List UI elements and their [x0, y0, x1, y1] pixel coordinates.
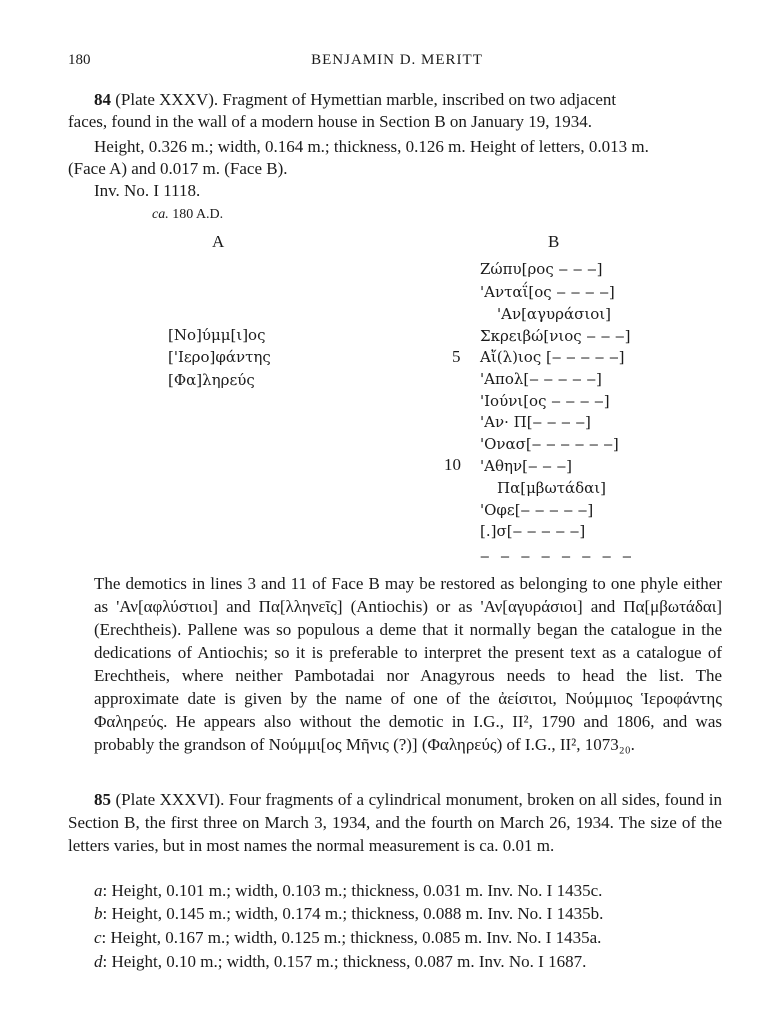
- measurement-a-letter: a: [94, 881, 103, 900]
- face-a-line-2: ['Ιερο]φάντης: [168, 348, 271, 366]
- measurement-b: [94, 904, 603, 924]
- face-b-line-13: [.]σ[‒ ‒ ‒ ‒ ‒]: [480, 522, 586, 540]
- entry-84-intro-2: faces, found in the wall of a modern house in Section Β on January 19, 1934.: [68, 112, 593, 131]
- entry-84-dimensions-1: Height, 0.326 m.; width, 0.164 m.; thickness, 0.126 m. Height of letters, 0.013 m.: [94, 137, 649, 156]
- entry-85-body: [68, 788, 722, 857]
- face-a-label: A: [212, 232, 225, 251]
- entry-84-number: 84: [94, 90, 111, 109]
- measurement-c-text: : Height, 0.167 m.; width, 0.125 m.; thickness, 0.085 m. Inv. No. I 1435a.: [101, 928, 602, 947]
- face-b-line-4: Σκρειβώ[νιος ‒ ‒ ‒]: [480, 327, 631, 345]
- entry-85-paragraph: [68, 788, 722, 857]
- face-b-line-7: 'Ιούνι[ος ‒ ‒ ‒ ‒]: [480, 392, 610, 410]
- face-b-line-5: Αἴ(λ)ιος [‒ ‒ ‒ ‒ ‒]: [480, 348, 625, 366]
- face-b-line-6: 'Απολ[‒ ‒ ‒ ‒ ‒]: [480, 370, 602, 388]
- face-b-label: B: [548, 232, 560, 251]
- face-a-line-1: [Νο]ύμμ[ι]ος: [168, 326, 266, 344]
- entry-84-intro: [94, 90, 616, 110]
- date-value: 180 A.D.: [168, 207, 224, 222]
- face-b-line-1: Ζώπυ[ρος ‒ ‒ ‒]: [480, 260, 603, 278]
- face-b-line-3: 'Αν[αγυράσιοι]: [497, 305, 611, 323]
- date-ca: ca.: [152, 207, 169, 222]
- face-b-lacuna: ‒ ‒ ‒ ‒ ‒ ‒ ‒ ‒: [480, 547, 635, 565]
- commentary-text: The demotics in lines 3 and 11 of Face B may be restored as belonging to one phyle either as 'Αν[αφλύστιοι] and Πα[λληνεῖς] (Antiochis) or as 'Αν[αγυράσιοι] and Πα[μβωτάδαι] (Erechtheis). Pallene was so populous a deme that it normally began the catalogue in the dedications of Antiochis; so it is preferable to interpret the present text as a catalogue of Erechtheis, where neither Pambotadai nor Anagyrous needs to head the list. The approximate date is given by the name of one of the ἀείσιτοι, Νούμμιος Ἱεροφάντης Φαληρεύς. He appears also without the demotic in I.G., II², 1790 and 1806, and was probably the grandson of Νούμμι[ος Μῆνις (?)] (Φαληρεύς) of I.G., II², 1073₂₀.: [94, 574, 722, 754]
- inscription-date: [152, 207, 223, 223]
- measurement-a-text: : Height, 0.101 m.; width, 0.103 m.; thickness, 0.031 m. Inv. No. I 1435c.: [102, 881, 603, 900]
- face-b-line-12: 'Οφε[‒ ‒ ‒ ‒ ‒]: [480, 501, 594, 519]
- measurement-d-text: : Height, 0.10 m.; width, 0.157 m.; thickness, 0.087 m. Inv. No. I 1687.: [102, 952, 587, 971]
- line-number-5: 5: [452, 347, 461, 366]
- entry-84-inventory: Inv. No. I 1118.: [94, 181, 201, 200]
- page-number: 180: [68, 52, 91, 68]
- entry-84-dimensions-2: (Face A) and 0.017 m. (Face B).: [68, 159, 288, 178]
- measurement-b-text: : Height, 0.145 m.; width, 0.174 m.; thickness, 0.088 m. Inv. No. I 1435b.: [102, 904, 604, 923]
- entry-85-text: (Plate XXXVI). Four fragments of a cylindrical monument, broken on all sides, found in Section Β, the first three on March 3, 1934, and the fourth on March 26, 1934. The size of the letters varies, but in most names the normal measurement is ca. 0.01 m.: [68, 790, 722, 855]
- measurement-d: [94, 952, 586, 972]
- face-b-line-11: Πα[μβωτάδαι]: [497, 479, 607, 497]
- face-b-line-8: 'Αν· Π[‒ ‒ ‒ ‒]: [480, 413, 591, 431]
- commentary-paragraph: [94, 572, 722, 756]
- entry-84-intro-text: (Plate XXXV). Fragment of Hymettian marble, inscribed on two adjacent: [111, 90, 617, 109]
- measurement-b-letter: b: [94, 904, 103, 923]
- face-b-line-10: 'Αθην[‒ ‒ ‒]: [480, 457, 572, 475]
- running-title: BENJAMIN D. MERITT: [311, 52, 483, 68]
- measurement-c: [94, 928, 601, 948]
- entry-85-number: 85: [94, 790, 111, 809]
- line-number-10: 10: [444, 455, 461, 474]
- face-b-line-2: 'Ανταΐ[ος ‒ ‒ ‒ ‒]: [480, 283, 615, 301]
- measurement-d-letter: d: [94, 952, 103, 971]
- measurement-a: [94, 881, 602, 901]
- face-b-line-9: 'Ονασ[‒ ‒ ‒ ‒ ‒ ‒]: [480, 435, 619, 453]
- measurement-c-letter: c: [94, 928, 102, 947]
- face-a-line-3: [Φα]ληρεύς: [168, 371, 255, 389]
